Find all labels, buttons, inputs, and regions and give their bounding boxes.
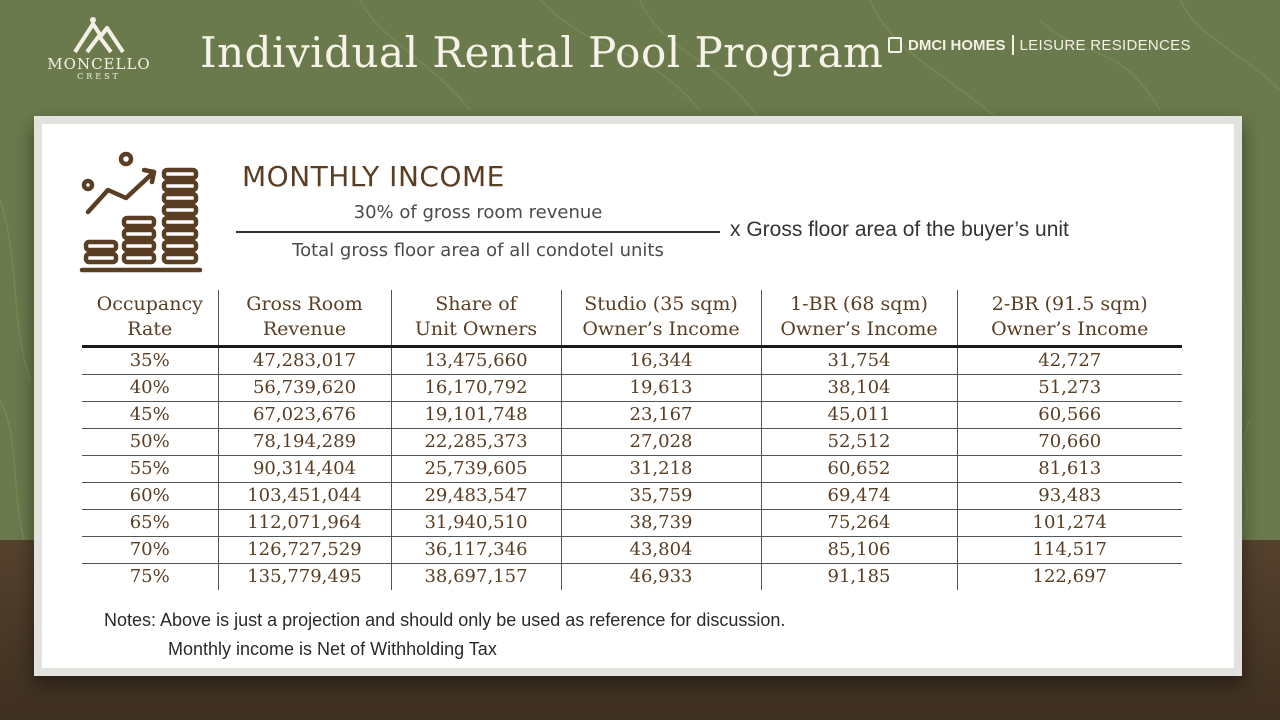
table-cell: 25,739,605 — [391, 455, 561, 482]
formula-numerator: 30% of gross room revenue — [353, 202, 603, 223]
table-row — [82, 374, 1182, 401]
table-row — [82, 563, 1182, 590]
table-row — [82, 536, 1182, 563]
moncello-crest-logo — [38, 14, 160, 92]
brand-divider — [1012, 35, 1014, 55]
dmci-mark-icon — [888, 37, 902, 53]
logo-name: MONCELLO — [47, 55, 151, 73]
table-cell: 38,104 — [761, 374, 957, 401]
table-cell: 16,170,792 — [391, 374, 561, 401]
table-cell: 51,273 — [957, 374, 1182, 401]
section-title: MONTHLY INCOME — [242, 160, 505, 193]
table-cell: 69,474 — [761, 482, 957, 509]
table-cell: 90,314,404 — [218, 455, 391, 482]
table-cell: 31,218 — [561, 455, 761, 482]
notes-line-1: Notes: Above is just a projection and should only be used as reference for discussion. — [104, 610, 786, 630]
table-cell: 81,613 — [957, 455, 1182, 482]
header-share-of-unit-owners: Share of Unit Owners — [391, 290, 561, 346]
notes-line-2: Monthly income is Net of Withholding Tax — [168, 639, 497, 659]
table-cell: 23,167 — [561, 401, 761, 428]
table-cell: 114,517 — [957, 536, 1182, 563]
table-cell: 35,759 — [561, 482, 761, 509]
table-cell: 103,451,044 — [218, 482, 391, 509]
formula-denominator: Total gross floor area of all condotel units — [292, 240, 664, 261]
income-table — [82, 290, 1182, 590]
header-1br-income: 1-BR (68 sqm) Owner’s Income — [761, 290, 957, 346]
table-cell: 75% — [129, 565, 170, 587]
table-cell: 85,106 — [761, 536, 957, 563]
table-cell: 29,483,547 — [391, 482, 561, 509]
table-cell: 70% — [82, 536, 218, 563]
table-row — [82, 509, 1182, 536]
table-cell: 42,727 — [957, 346, 1182, 374]
table-cell: 91,185 — [761, 563, 957, 590]
table-cell: 36,117,346 — [391, 536, 561, 563]
table-cell: 45% — [82, 401, 218, 428]
header-studio-income: Studio (35 sqm) Owner’s Income — [561, 290, 761, 346]
table-cell: 55% — [82, 455, 218, 482]
table-cell: 50% — [82, 428, 218, 455]
table-cell: 13,475,660 — [391, 346, 561, 374]
income-chart-icon — [78, 150, 204, 276]
table-cell: 75,264 — [761, 509, 957, 536]
table-header-row — [82, 290, 1182, 346]
table-cell: 60,566 — [957, 401, 1182, 428]
table-cell: 70,660 — [957, 428, 1182, 455]
table-cell: 60% — [82, 482, 218, 509]
table-cell: 31,754 — [761, 346, 957, 374]
table-cell: 67,023,676 — [218, 401, 391, 428]
table-cell: 46,933 — [561, 563, 761, 590]
table-cell: 60,652 — [761, 455, 957, 482]
table-cell: 45,011 — [761, 401, 957, 428]
mountain-logo-icon — [71, 14, 127, 54]
table-cell: 93,483 — [957, 482, 1182, 509]
brand-secondary: LEISURE RESIDENCES — [1019, 36, 1191, 54]
header-gross-room-revenue: Gross Room Revenue — [218, 290, 391, 346]
table-cell: 112,071,964 — [218, 509, 391, 536]
brand-lockup — [888, 34, 1191, 56]
table-cell: 78,194,289 — [218, 428, 391, 455]
table-cell: 31,940,510 — [391, 509, 561, 536]
table-cell: 27,028 — [561, 428, 761, 455]
table-cell: 65% — [82, 509, 218, 536]
table-row — [82, 428, 1182, 455]
table-cell: 38,697,157 — [391, 563, 561, 590]
formula-fraction-line — [236, 231, 720, 233]
table-cell: 38,739 — [561, 509, 761, 536]
notes — [104, 606, 785, 664]
logo-subname: CREST — [77, 72, 121, 81]
table-cell: 19,613 — [561, 374, 761, 401]
header-2br-income: 2-BR (91.5 sqm) Owner’s Income — [957, 290, 1182, 346]
table-cell: 40% — [82, 374, 218, 401]
table-cell: 16,344 — [561, 346, 761, 374]
table-row — [82, 455, 1182, 482]
formula-multiplier: x Gross floor area of the buyer’s unit — [730, 218, 1069, 241]
table-cell: 19,101,748 — [391, 401, 561, 428]
table-cell: 47,283,017 — [218, 346, 391, 374]
brand-primary: DMCI HOMES — [908, 36, 1006, 54]
table-cell: 35% — [82, 346, 218, 374]
table-cell: 135,779,495 — [218, 563, 391, 590]
table-row — [82, 346, 1182, 374]
table-cell: 101,274 — [957, 509, 1182, 536]
table-cell: 126,727,529 — [218, 536, 391, 563]
table-cell: 43,804 — [561, 536, 761, 563]
table-cell: 52,512 — [761, 428, 957, 455]
table-cell: 56,739,620 — [218, 374, 391, 401]
table-cell: 122,697 — [957, 563, 1182, 590]
page-title: Individual Rental Pool Program — [200, 28, 884, 77]
table-cell: 22,285,373 — [391, 428, 561, 455]
table-row — [82, 401, 1182, 428]
table-row — [82, 482, 1182, 509]
header-occupancy-rate: Occupancy Rate — [96, 293, 203, 341]
